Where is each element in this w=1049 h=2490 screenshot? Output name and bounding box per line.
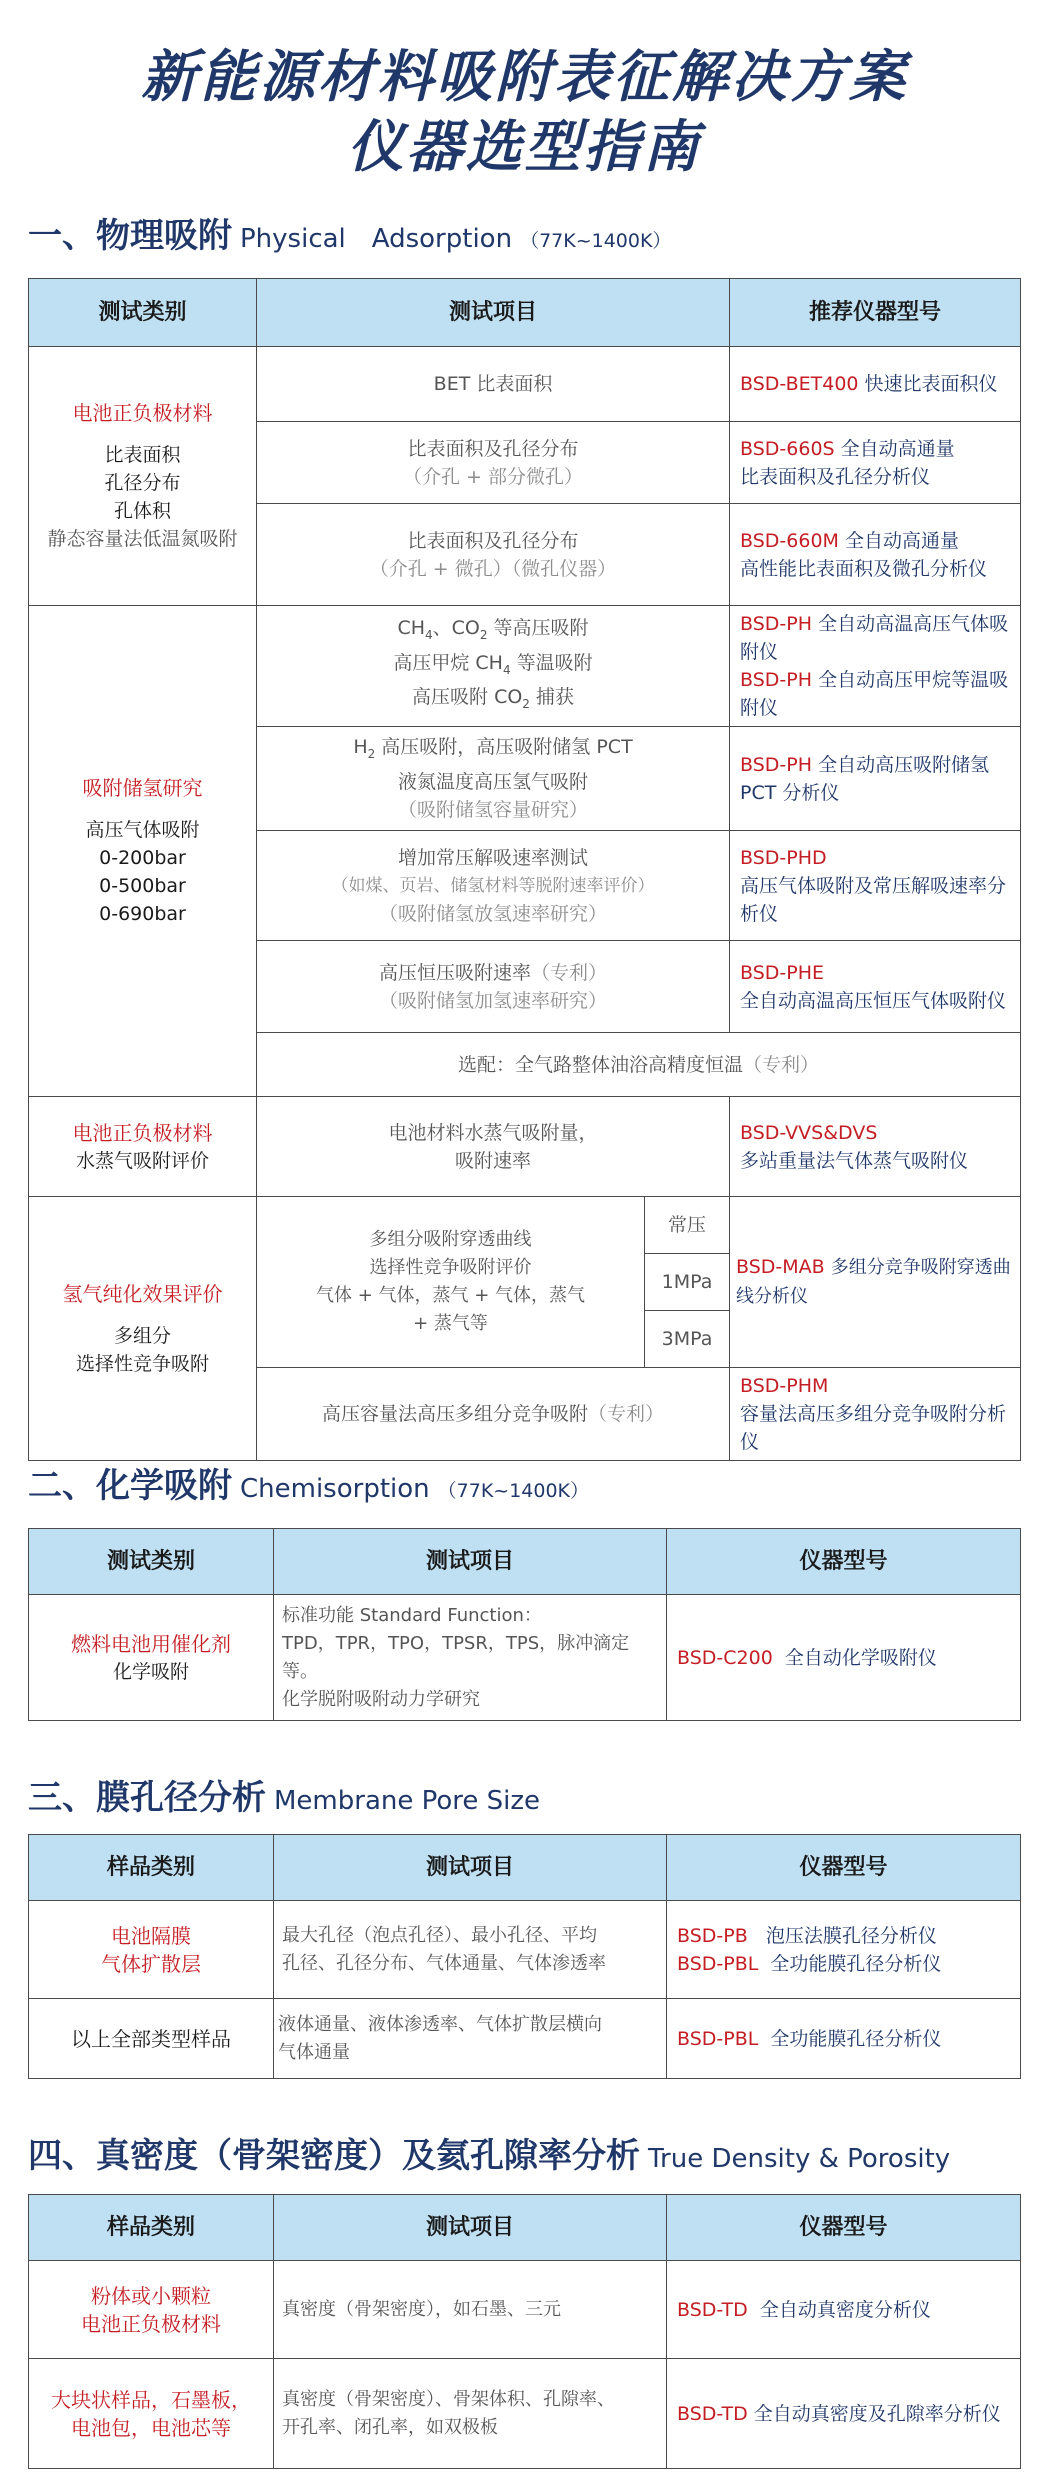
model-cell — [730, 831, 1021, 941]
test-item-cell: $CH_4$、$CO_2$ 等高压吸附 高压甲烷 $CH_4$ 等温吸附 高压吸附 $CO_2$ 捕获 — [257, 606, 730, 727]
test-item-cell: $H_2$ 高压吸附，高压吸附储氢 PCT 液氮温度高压氢气吸附 （吸附储氢容量研究） — [257, 727, 730, 831]
section1-range: （77K~1400K） — [520, 230, 672, 252]
model-cell — [667, 1901, 1021, 1999]
model-code: BSD-C200 — [677, 1646, 773, 1669]
test-item-cell: BET 比表面积 — [257, 347, 730, 422]
section3-heading — [28, 1770, 540, 1819]
category-cell — [29, 2359, 274, 2469]
model-cell — [730, 941, 1021, 1033]
category-cell — [29, 1595, 274, 1721]
header-cell: 推荐仪器型号 — [730, 279, 1021, 347]
model-cell — [667, 2359, 1021, 2469]
model-desc: 多站重量法气体蒸气吸附仪 — [740, 1149, 969, 1172]
model-cell — [667, 2261, 1021, 2359]
model-cell — [730, 1368, 1021, 1461]
category-line: 0-500bar — [99, 875, 186, 897]
test-item-sub: （吸附储氢放氢速率研究） — [379, 902, 608, 925]
model-desc: 全自动高温高压恒压气体吸附仪 — [740, 989, 1007, 1012]
model-cell — [730, 504, 1021, 606]
model-code: BSD-VVS&DVS — [740, 1121, 878, 1144]
physical-adsorption-table — [28, 278, 1021, 1461]
section1-heading — [28, 208, 671, 257]
model-code: BSD-PBL — [677, 2027, 759, 2050]
category-cell — [29, 1097, 257, 1197]
category-cell — [29, 1197, 257, 1461]
membrane-table — [28, 1834, 1021, 2079]
section1-heading-cn: 一、物理吸附 — [28, 216, 232, 256]
model-desc: 高压气体吸附及常压解吸速率分析仪 — [740, 874, 1007, 925]
model-code: BSD-PH — [740, 753, 813, 776]
test-item: 液氮温度高压氢气吸附 — [398, 770, 589, 793]
test-item-sub: （如煤、页岩、储氢材料等脱附速率评价） — [331, 875, 655, 896]
test-item-sub: （介孔 + 微孔）（微孔仪器） — [369, 557, 617, 580]
header-cell: 仪器型号 — [667, 1529, 1021, 1595]
model-desc: 多组分竞争吸附穿透曲线分析仪 — [736, 1257, 1011, 1307]
category-line: 选择性竞争吸附 — [75, 1352, 209, 1375]
header-cell: 测试项目 — [274, 2195, 667, 2261]
model-code: BSD-TD — [677, 2298, 748, 2321]
test-item-cell — [257, 831, 730, 941]
category-red: 电池隔膜 — [111, 1923, 191, 1948]
category-red: 粉体或小颗粒 — [91, 2283, 211, 2308]
category-line: 0-200bar — [99, 847, 186, 869]
model-code: BSD-660M — [740, 529, 839, 552]
model-cell — [730, 347, 1021, 422]
category-line: 0-690bar — [99, 903, 186, 925]
model-code: BSD-PB — [677, 1924, 748, 1947]
test-item-cell — [257, 422, 730, 504]
header-cell: 样品类别 — [29, 1835, 274, 1901]
test-item-cell — [257, 504, 730, 606]
model-desc: 全自动高压吸附储氢 PCT 分析仪 — [740, 753, 990, 804]
test-item-sub: （介孔 + 部分微孔） — [403, 465, 583, 488]
model-code: BSD-BET400 — [740, 373, 859, 395]
model-code: BSD-PHD — [740, 846, 827, 869]
model-desc: 全自动真密度分析仪 — [759, 2298, 931, 2321]
model-cell — [730, 422, 1021, 504]
section2-range: （77K~1400K） — [437, 1480, 590, 1502]
pressure-cell: 1MPa — [645, 1254, 730, 1311]
category-red: 氢气纯化效果评价 — [62, 1281, 223, 1306]
test-item-cell: 标准功能 Standard Function： TPD，TPR，TPO，TPSR，TPS，脉冲滴定等。 化学脱附吸附动力学研究 — [274, 1595, 667, 1721]
category-cell — [29, 347, 257, 606]
category-red: 电池正负极材料 — [72, 1120, 213, 1145]
category-method: 静态容量法低温氮吸附 — [47, 528, 238, 550]
category-red: 气体扩散层 — [101, 1951, 201, 1976]
section4-heading-en: True Density & Porosity — [648, 2144, 951, 2174]
category-red: 燃料电池用催化剂 — [71, 1631, 231, 1656]
test-item-cell: 高压恒压吸附速率（专利） （吸附储氢加氢速率研究） — [257, 941, 730, 1033]
model-code: BSD-PBL — [677, 1952, 759, 1975]
model-desc: 泡压法膜孔径分析仪 — [765, 1924, 937, 1947]
model-code: BSD-PHM — [740, 1375, 829, 1397]
category-red: 吸附储氢研究 — [82, 776, 203, 800]
model-desc: 快速比表面积仪 — [864, 373, 998, 395]
test-item: 增加常压解吸速率测试 — [398, 846, 589, 869]
main-title-line2: 仪器选型指南 — [347, 115, 702, 180]
model-desc: 高性能比表面积及微孔分析仪 — [740, 557, 988, 580]
category-cell: 以上全部类型样品 — [29, 1999, 274, 2079]
model-cell — [730, 606, 1021, 727]
pressure-cell: 常压 — [645, 1197, 730, 1254]
test-item: 比表面积及孔径分布 — [407, 437, 579, 460]
category-cell — [29, 606, 257, 1097]
header-cell: 测试类别 — [29, 1529, 274, 1595]
header-cell: 仪器型号 — [667, 1835, 1021, 1901]
model-cell — [730, 1097, 1021, 1197]
model-desc: 全自动真密度及孔隙率分析仪 — [753, 2402, 1001, 2425]
model-desc: 全自动化学吸附仪 — [784, 1646, 937, 1669]
test-item-cell: 液体通量、液体渗透率、气体扩散层横向 气体通量 — [274, 1999, 667, 2079]
category-line: 多组分 — [113, 1324, 171, 1347]
model-desc: 比表面积及孔径分析仪 — [740, 465, 931, 488]
section2-heading-en: Chemisorption — [240, 1474, 430, 1504]
model-desc: 全自动高通量 — [840, 437, 955, 460]
model-desc: 全功能膜孔径分析仪 — [770, 1952, 942, 1975]
model-cell — [667, 1595, 1021, 1721]
header-cell: 测试项目 — [274, 1529, 667, 1595]
model-code: BSD-PH — [740, 669, 813, 691]
category-cell — [29, 1901, 274, 1999]
header-cell: 样品类别 — [29, 2195, 274, 2261]
category-cell — [29, 2261, 274, 2359]
pressure-cell: 3MPa — [645, 1311, 730, 1368]
model-code: BSD-PH — [740, 613, 813, 635]
model-cell — [730, 727, 1021, 831]
section4-heading-cn: 四、真密度（骨架密度）及氦孔隙率分析 — [28, 2136, 640, 2176]
model-code: BSD-TD — [677, 2402, 748, 2425]
option-cell: 选配：全气路整体油浴高精度恒温（专利） — [257, 1033, 1021, 1097]
category-line: 比表面积 — [104, 444, 181, 466]
model-cell — [730, 1197, 1021, 1368]
model-desc: 全自动高温高压气体吸附仪 — [740, 613, 1009, 663]
category-line: 水蒸气吸附评价 — [75, 1149, 209, 1172]
test-item-sub: （吸附储氢加氢速率研究） — [379, 989, 608, 1012]
model-desc: 全功能膜孔径分析仪 — [770, 2027, 942, 2050]
test-item-cell: 电池材料水蒸气吸附量， 吸附速率 — [257, 1097, 730, 1197]
category-red: 大块状样品，石墨板， — [51, 2387, 251, 2412]
test-item-cell: 高压容量法高压多组分竞争吸附（专利） — [257, 1368, 730, 1461]
section3-heading-cn: 三、膜孔径分析 — [28, 1778, 266, 1818]
test-item-cell: 真密度（骨架密度）、骨架体积、孔隙率、 开孔率、闭孔率，如双极板 — [274, 2359, 667, 2469]
section4-heading — [28, 2128, 950, 2177]
category-line: 高压气体吸附 — [85, 819, 200, 841]
test-item: 比表面积及孔径分布 — [407, 529, 579, 552]
test-item-sub: （吸附储氢容量研究） — [398, 798, 589, 821]
section2-heading-cn: 二、化学吸附 — [28, 1466, 232, 1506]
model-desc: 全自动高压甲烷等温吸附仪 — [740, 669, 1009, 719]
model-code: BSD-PHE — [740, 961, 825, 984]
category-line: 孔体积 — [113, 500, 171, 522]
category-red: 电池正负极材料 — [81, 2311, 221, 2336]
model-code: BSD-660S — [740, 437, 835, 460]
section2-heading — [28, 1458, 589, 1507]
category-red: 电池正负极材料 — [72, 401, 213, 425]
chemisorption-table — [28, 1528, 1021, 1721]
model-desc: 容量法高压多组分竞争吸附分析仪 — [740, 1403, 1007, 1453]
test-item-cell: 真密度（骨架密度），如石墨、三元 — [274, 2261, 667, 2359]
test-item-cell: 最大孔径（泡点孔径）、最小孔径、平均 孔径、孔径分布、气体通量、气体渗透率 — [274, 1901, 667, 1999]
header-cell: 测试类别 — [29, 279, 257, 347]
model-cell — [667, 1999, 1021, 2079]
test-item-cell: 多组分吸附穿透曲线 选择性竞争吸附评价 气体 + 气体，蒸气 + 气体，蒸气 + 蒸气等 — [257, 1197, 645, 1368]
category-line: 孔径分布 — [104, 472, 181, 494]
model-desc: 全自动高通量 — [844, 529, 959, 552]
header-cell: 测试项目 — [257, 279, 730, 347]
section1-heading-en: Physical Adsorption — [240, 224, 513, 254]
category-line: 化学吸附 — [112, 1660, 189, 1683]
model-code: BSD-MAB — [736, 1256, 825, 1278]
section3-heading-en: Membrane Pore Size — [274, 1786, 541, 1816]
main-title-line1: 新能源材料吸附表征解决方案 — [141, 45, 908, 110]
header-cell: 仪器型号 — [667, 2195, 1021, 2261]
true-density-table — [28, 2194, 1021, 2469]
category-red: 电池包，电池芯等 — [71, 2415, 231, 2440]
header-cell: 测试项目 — [274, 1835, 667, 1901]
